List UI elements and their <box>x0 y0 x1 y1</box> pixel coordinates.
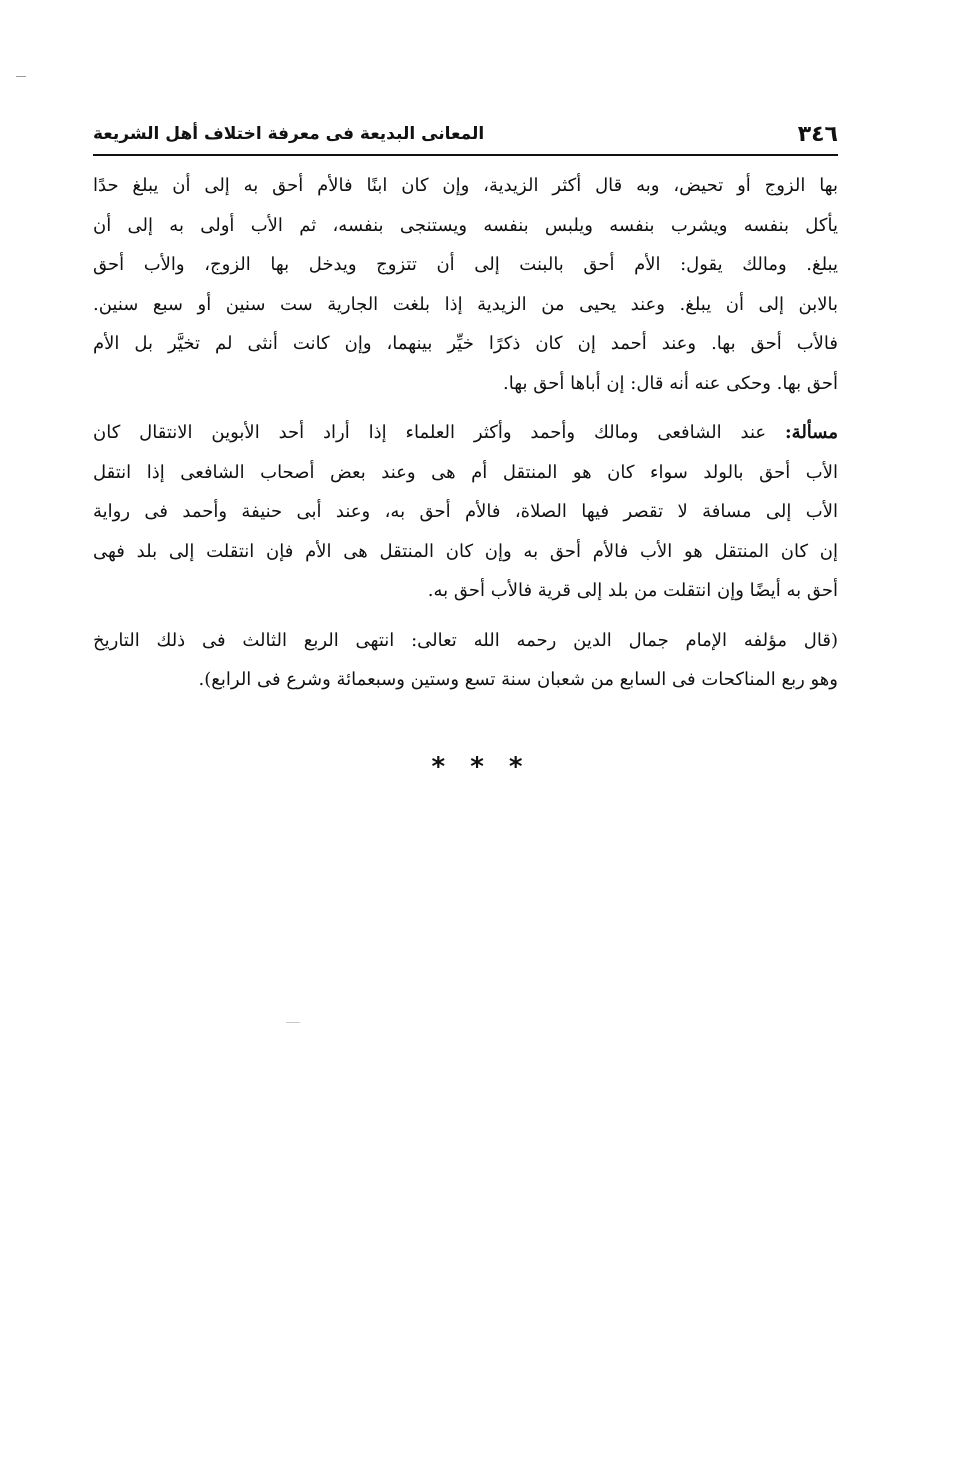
paragraph-masala-relocation <box>93 413 838 611</box>
masala-heading: مسألة: <box>785 422 838 443</box>
text-line: يبلغ. ومالك يقول: الأم أحق بالبنت إلى أن تتزوج ويدخل بها الزوج، والأب أحق <box>93 254 838 275</box>
text-line: فالأب أحق بها. وعند أحمد إن كان ذكرًا خيِّر بينهما، وإن كانت أنثى لم تخيَّر بل الأم <box>93 333 838 354</box>
section-separator: * * * <box>431 752 531 782</box>
text-line: الأب إلى مسافة لا تقصر فيها الصلاة، فالأم أحق به، وعند أبى حنيفة وأحمد فى رواية <box>93 501 838 522</box>
paragraph-author-note <box>93 621 838 700</box>
body-text <box>93 166 838 710</box>
paragraph-custody-age <box>93 166 838 403</box>
page-number: ٣٤٦ <box>797 122 838 147</box>
text-line: يأكل بنفسه ويشرب بنفسه ويلبس بنفسه ويستنجى بنفسه، ثم الأب أولى به إلى أن <box>93 214 838 236</box>
text-line: عند الشافعى ومالك وأحمد وأكثر العلماء إذا أراد أحد الأبوين الانتقال كان <box>93 422 767 443</box>
scan-mark <box>16 76 26 77</box>
text-line: بالابن إلى أن يبلغ. وعند يحيى من الزيدية إذا بلغت الجارية ست سنين أو سبع سنين. <box>93 293 838 315</box>
page-header <box>93 118 838 152</box>
text-line: إن كان المنتقل هو الأب فالأم أحق به وإن كان المنتقل هى الأم فإن انتقلت إلى بلد فهى <box>93 540 838 562</box>
text-line: وهو ربع المناكحات فى السابع من شعبان سنة تسع وستين وسبعمائة وشرع فى الرابع). <box>198 669 838 690</box>
text-line: أحق به أيضًا وإن انتقلت من بلد إلى قرية فالأب أحق به. <box>427 580 838 601</box>
text-line: (قال مؤلفه الإمام جمال الدين رحمه الله تعالى: انتهى الربع الثالث فى ذلك التاريخ <box>93 629 838 651</box>
text-line-with-lead <box>93 413 838 453</box>
scan-mark <box>286 1022 300 1023</box>
text-line: أحق بها. وحكى عنه أنه قال: إن أباها أحق بها. <box>503 372 838 394</box>
text-line: الأب أحق بالولد سواء كان هو المنتقل أم هى وعند بعض أصحاب الشافعى إذا انتقل <box>93 461 838 483</box>
text-line: بها الزوج أو تحيض، وبه قال أكثر الزيدية، وإن كان ابنًا فالأم أحق به إلى أن يبلغ حدًا <box>93 175 838 196</box>
running-title: المعانى البديعة فى معرفة اختلاف أهل الشريعة <box>93 124 485 144</box>
header-rule <box>93 154 838 156</box>
